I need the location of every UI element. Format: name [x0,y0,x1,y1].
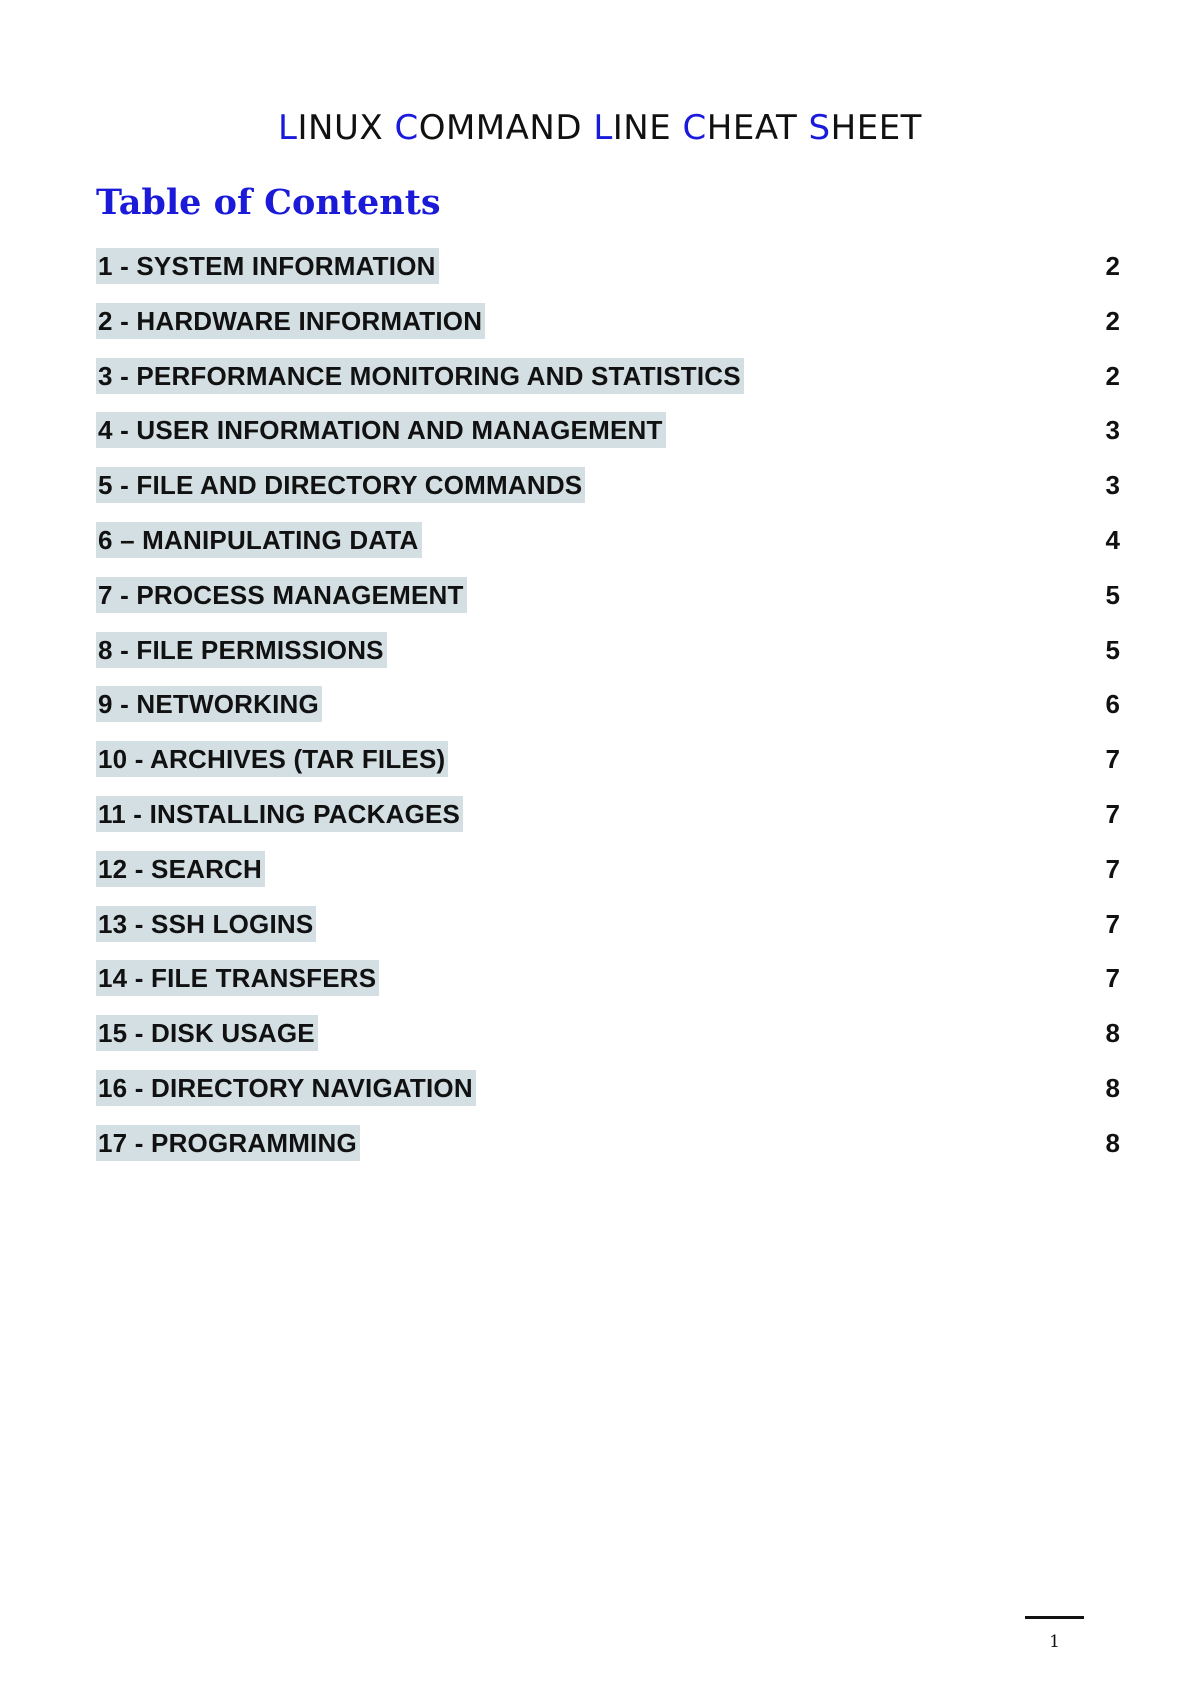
toc-entry[interactable] [96,741,1120,796]
title-initial-letter: L [278,108,298,148]
toc-entry[interactable] [96,796,1120,851]
title-text: HEAT [706,108,809,148]
title-initial-letter: C [682,108,707,148]
toc-entry-link[interactable]: 12 - SEARCH [96,851,265,887]
toc-entry[interactable] [96,303,1120,358]
toc-entry-link[interactable]: 4 - USER INFORMATION AND MANAGEMENT [96,412,666,448]
toc-entry-page-number: 3 [1105,470,1120,501]
toc-entry-page-number: 2 [1105,305,1120,336]
toc-entry-page-number: 8 [1105,1018,1120,1049]
toc-entry[interactable] [96,522,1120,577]
toc-entry-page-number: 7 [1105,798,1120,829]
toc-entry[interactable] [96,412,1120,467]
toc-entry[interactable] [96,632,1120,687]
title-text: INE [612,108,683,148]
toc-entry-page-number: 4 [1105,524,1120,555]
toc-entry-page-number: 3 [1105,415,1120,446]
toc-entry[interactable] [96,1070,1120,1125]
title-text: HEET [830,108,922,148]
toc-entry-page-number: 8 [1105,1072,1120,1103]
toc-entry-link[interactable]: 8 - FILE PERMISSIONS [96,632,387,668]
toc-entry[interactable] [96,577,1120,632]
toc-entry-page-number: 7 [1105,908,1120,939]
toc-entry-page-number: 7 [1105,744,1120,775]
toc-list [96,248,1120,1180]
toc-entry[interactable] [96,467,1120,522]
toc-entry[interactable] [96,960,1120,1015]
toc-entry-page-number: 7 [1105,853,1120,884]
footer-page-number: 1 [1049,1632,1060,1652]
toc-entry-link[interactable]: 3 - PERFORMANCE MONITORING AND STATISTICS [96,358,744,394]
toc-entry-page-number: 7 [1105,963,1120,994]
toc-entry-link[interactable]: 17 - PROGRAMMING [96,1125,360,1161]
toc-entry-link[interactable]: 5 - FILE AND DIRECTORY COMMANDS [96,467,585,503]
title-initial-letter: L [593,108,613,148]
toc-entry-link[interactable]: 9 - NETWORKING [96,686,322,722]
toc-entry[interactable] [96,248,1120,303]
toc-entry[interactable] [96,1015,1120,1070]
toc-entry[interactable] [96,906,1120,961]
toc-entry-link[interactable]: 11 - INSTALLING PACKAGES [96,796,463,832]
toc-entry-link[interactable]: 2 - HARDWARE INFORMATION [96,303,485,339]
toc-entry-link[interactable]: 6 – MANIPULATING DATA [96,522,422,558]
title-text: INUX [297,108,395,148]
toc-entry-link[interactable]: 13 - SSH LOGINS [96,906,316,942]
toc-entry-page-number: 8 [1105,1127,1120,1158]
toc-entry-page-number: 2 [1105,251,1120,281]
footer-divider [1025,1616,1084,1619]
toc-heading: Table of Contents [96,182,441,223]
title-initial-letter: S [808,108,831,148]
toc-entry-page-number: 5 [1105,634,1120,665]
toc-entry-link[interactable]: 10 - ARCHIVES (TAR FILES) [96,741,448,777]
toc-entry-link[interactable]: 16 - DIRECTORY NAVIGATION [96,1070,476,1106]
toc-entry-link[interactable]: 15 - DISK USAGE [96,1015,318,1051]
toc-entry-link[interactable]: 14 - FILE TRANSFERS [96,960,379,996]
document-title [0,108,1200,148]
toc-entry-page-number: 5 [1105,579,1120,610]
toc-entry-page-number: 2 [1105,360,1120,391]
title-initial-letter: C [394,108,419,148]
toc-entry[interactable] [96,686,1120,741]
toc-entry-link[interactable]: 7 - PROCESS MANAGEMENT [96,577,467,613]
toc-entry[interactable] [96,358,1120,413]
toc-entry[interactable] [96,1125,1120,1180]
toc-entry[interactable] [96,851,1120,906]
toc-entry-page-number: 6 [1105,689,1120,720]
toc-entry-link[interactable]: 1 - SYSTEM INFORMATION [96,248,439,284]
title-text: OMMAND [418,108,594,148]
